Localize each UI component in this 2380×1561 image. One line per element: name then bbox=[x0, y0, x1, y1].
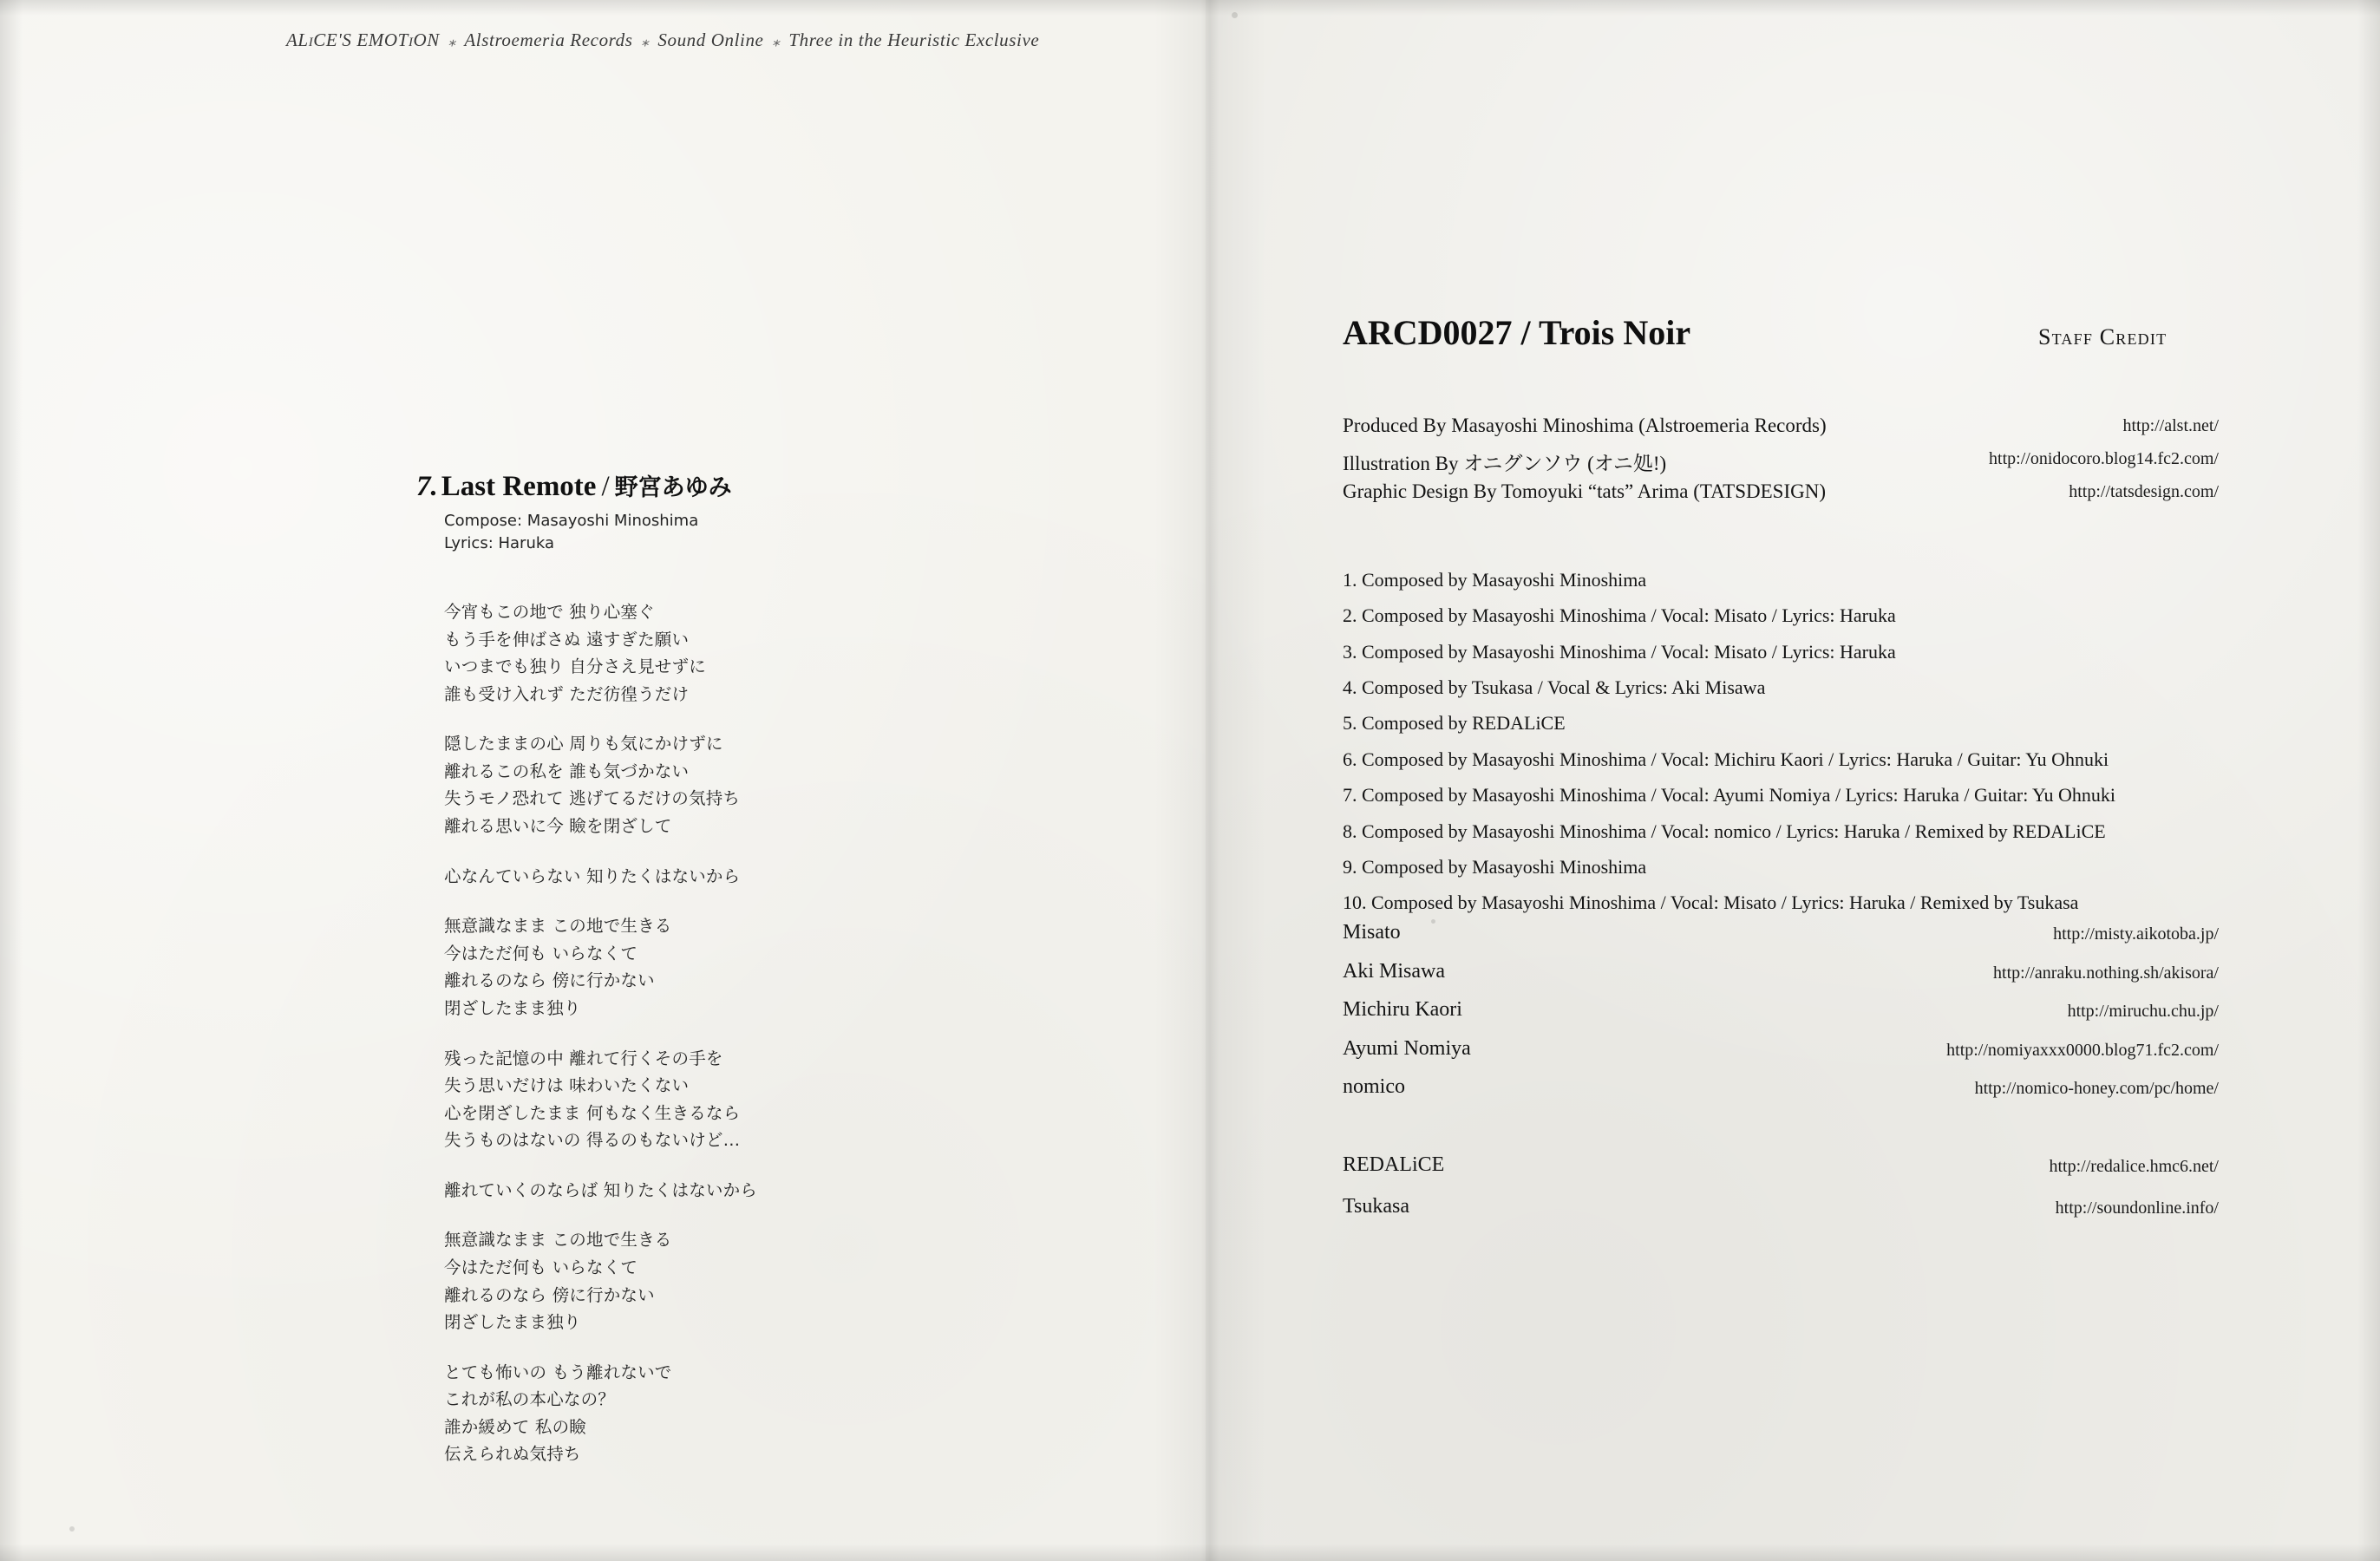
track-credit-line: 4. Composed by Tsukasa / Vocal & Lyrics: Aki Misawa bbox=[1343, 676, 1766, 699]
vocalist-name: Misato bbox=[1343, 921, 1401, 944]
lyrics-line: いつまでも独り 自分さえ見せずに bbox=[444, 656, 706, 677]
booklet-running-header bbox=[286, 29, 1040, 51]
lyrics-line: 誰か緩めて 私の瞼 bbox=[444, 1416, 586, 1437]
lyrics-line: 無意識なまま この地で生きる bbox=[444, 916, 672, 937]
track-credit-line: 10. Composed by Masayoshi Minoshima / Vocal: Misato / Lyrics: Haruka / Remixed by Tsukasa bbox=[1343, 892, 2079, 914]
production-row bbox=[1343, 415, 2219, 447]
lyrics-line: 無意識なまま この地で生きる bbox=[444, 1230, 672, 1251]
lyrics-stanza bbox=[444, 863, 757, 891]
track-credit-line: 2. Composed by Masayoshi Minoshima / Vocal: Misato / Lyrics: Haruka bbox=[1343, 604, 1896, 627]
lyrics-line: 今はただ何も いらなくて bbox=[444, 1257, 638, 1277]
lyrics-line: 失うモノ恐れて 逃げてるだけの気持ち bbox=[444, 788, 741, 809]
vocalist-name: Aki Misawa bbox=[1343, 959, 1445, 983]
track-credit-line: 8. Composed by Masayoshi Minoshima / Vocal: nomico / Lyrics: Haruka / Remixed by REDALiCE bbox=[1343, 820, 2106, 842]
remixer-credits bbox=[1343, 1153, 2219, 1237]
track-credit-line: 9. Composed by Masayoshi Minoshima bbox=[1343, 855, 1647, 878]
header-separator-icon: ⁎ bbox=[641, 33, 650, 49]
lyrics-stanza bbox=[444, 730, 757, 839]
vocalist-url[interactable]: http://nomiyaxxx0000.blog71.fc2.com/ bbox=[1946, 1040, 2219, 1060]
vocalist-name: nomico bbox=[1343, 1075, 1405, 1098]
production-url[interactable]: http://tatsdesign.com/ bbox=[2069, 482, 2219, 501]
lyrics-line: 失うものはないの 得るのもないけど… bbox=[444, 1130, 741, 1151]
lyrics-line: 心なんていらない 知りたくはないから bbox=[444, 865, 741, 886]
track-credits bbox=[444, 510, 698, 554]
lyrics-line: 離れるこの私を 誰も気づかない bbox=[444, 761, 690, 781]
track-credit-line: 3. Composed by Masayoshi Minoshima / Vocal: Misato / Lyrics: Haruka bbox=[1343, 640, 1896, 663]
lyrics-line: とても怖いの もう離れないで bbox=[444, 1362, 672, 1382]
remixer-name: Tsukasa bbox=[1343, 1195, 1409, 1218]
production-role: Produced By Masayoshi Minoshima (Alstroemeria Records) bbox=[1343, 415, 1827, 436]
production-role: Graphic Design By Tomoyuki “tats” Arima (TATSDESIGN) bbox=[1343, 480, 1826, 502]
lyrics-line: 離れていくのならば 知りたくはないから bbox=[444, 1179, 757, 1200]
production-row bbox=[1343, 480, 2219, 513]
lyrics-line: 今宵もこの地で 独り心塞ぐ bbox=[444, 602, 655, 622]
vocalist-row bbox=[1343, 1037, 2219, 1076]
lyrics-stanza bbox=[444, 912, 757, 1022]
lyrics-stanza bbox=[444, 598, 757, 708]
lyrics-line: 隠したままの心 周りも気にかけずに bbox=[444, 734, 723, 754]
track-credit-line: 6. Composed by Masayoshi Minoshima / Vocal: Michiru Kaori / Lyrics: Haruka / Guitar: Yu Ohnuki bbox=[1343, 748, 2109, 770]
track-credit-lyrics: Lyrics: Haruka bbox=[444, 533, 555, 552]
lyrics-stanza bbox=[444, 1177, 757, 1205]
header-label-alices-emotion: ALiCE'S EMOTiON bbox=[286, 29, 440, 50]
lyrics-line: 伝えられぬ気持ち bbox=[444, 1444, 581, 1465]
lyrics-body bbox=[444, 598, 757, 1491]
lyrics-line: 失う思いだけは 味わいたくない bbox=[444, 1075, 690, 1096]
header-label-tagline: Three in the Heuristic Exclusive bbox=[788, 29, 1040, 50]
lyrics-line: 今はただ何も いらなくて bbox=[444, 943, 638, 963]
header-separator-icon: ⁎ bbox=[772, 33, 781, 49]
vocalist-row bbox=[1343, 921, 2219, 960]
vocalist-url[interactable]: http://nomico-honey.com/pc/home/ bbox=[1974, 1079, 2219, 1098]
remixer-url[interactable]: http://soundonline.info/ bbox=[2055, 1199, 2219, 1218]
track-credit-list bbox=[1343, 562, 2236, 921]
production-row bbox=[1343, 447, 2219, 480]
remixer-name: REDALiCE bbox=[1343, 1153, 1445, 1176]
staff-credit-heading: Staff Credit bbox=[2038, 324, 2168, 349]
track-credit-line: 1. Composed by Masayoshi Minoshima bbox=[1343, 569, 1647, 591]
vocalist-url[interactable]: http://anraku.nothing.sh/akisora/ bbox=[1993, 963, 2219, 983]
lyrics-stanza bbox=[444, 1226, 757, 1336]
lyrics-line: 離れる思いに今 瞼を閉ざして bbox=[444, 816, 672, 837]
lyrics-line: 閉ざしたまま独り bbox=[444, 997, 581, 1018]
vocalist-url[interactable]: http://miruchu.chu.jp/ bbox=[2067, 1002, 2219, 1021]
track-name: Last Remote bbox=[441, 471, 597, 502]
vocalist-row bbox=[1343, 998, 2219, 1037]
track-credit-line: 5. Composed by REDALiCE bbox=[1343, 712, 1566, 735]
lyrics-line: 誰も受け入れず ただ彷徨うだけ bbox=[444, 683, 690, 704]
remixer-row bbox=[1343, 1153, 2219, 1195]
track-credit-compose: Compose: Masayoshi Minoshima bbox=[444, 512, 699, 530]
lyrics-line: 残った記憶の中 離れて行くその手を bbox=[444, 1048, 723, 1068]
production-url[interactable]: http://onidocoro.blog14.fc2.com/ bbox=[1989, 449, 2219, 468]
track-title-slash: / bbox=[601, 471, 610, 502]
header-label-alstroemeria: Alstroemeria Records bbox=[464, 29, 633, 50]
lyrics-line: これが私の本心なの？ bbox=[444, 1389, 616, 1410]
track-artist: 野宮あゆみ bbox=[614, 474, 732, 501]
lyrics-line: 心を閉ざしたまま 何もなく生きるなら bbox=[444, 1102, 741, 1123]
header-separator-icon: ⁎ bbox=[448, 33, 456, 49]
production-credits bbox=[1343, 415, 2219, 513]
vocalist-name: Ayumi Nomiya bbox=[1343, 1036, 1471, 1060]
vocalist-url[interactable]: http://misty.aikotoba.jp/ bbox=[2053, 924, 2219, 944]
lyrics-line: 閉ざしたまま独り bbox=[444, 1312, 581, 1333]
lyrics-stanza bbox=[444, 1359, 757, 1468]
remixer-url[interactable]: http://redalice.hmc6.net/ bbox=[2049, 1157, 2219, 1176]
vocalist-credits bbox=[1343, 921, 2219, 1114]
header-label-sound-online: Sound Online bbox=[657, 29, 764, 50]
lyrics-line: 離れるのなら 傍に行かない bbox=[444, 1284, 655, 1305]
lyrics-stanza bbox=[444, 1045, 757, 1154]
remixer-row bbox=[1343, 1195, 2219, 1237]
lyrics-line: もう手を伸ばさぬ 遠すぎた願い bbox=[444, 629, 690, 650]
production-role: Illustration By オニグンソウ (オニ処!) bbox=[1343, 453, 1667, 474]
production-url[interactable]: http://alst.net/ bbox=[2122, 416, 2219, 435]
lyrics-line: 離れるのなら 傍に行かない bbox=[444, 970, 655, 991]
track-number: 7. bbox=[416, 471, 438, 502]
vocalist-name: Michiru Kaori bbox=[1343, 998, 1462, 1021]
vocalist-row bbox=[1343, 1075, 2219, 1114]
track-title bbox=[416, 468, 732, 503]
track-credit-line: 7. Composed by Masayoshi Minoshima / Vocal: Ayumi Nomiya / Lyrics: Haruka / Guitar: Yu Ohnuki bbox=[1343, 784, 2115, 807]
album-catalog-title: ARCD0027 / Trois Noir bbox=[1343, 313, 1691, 352]
vocalist-row bbox=[1343, 960, 2219, 999]
